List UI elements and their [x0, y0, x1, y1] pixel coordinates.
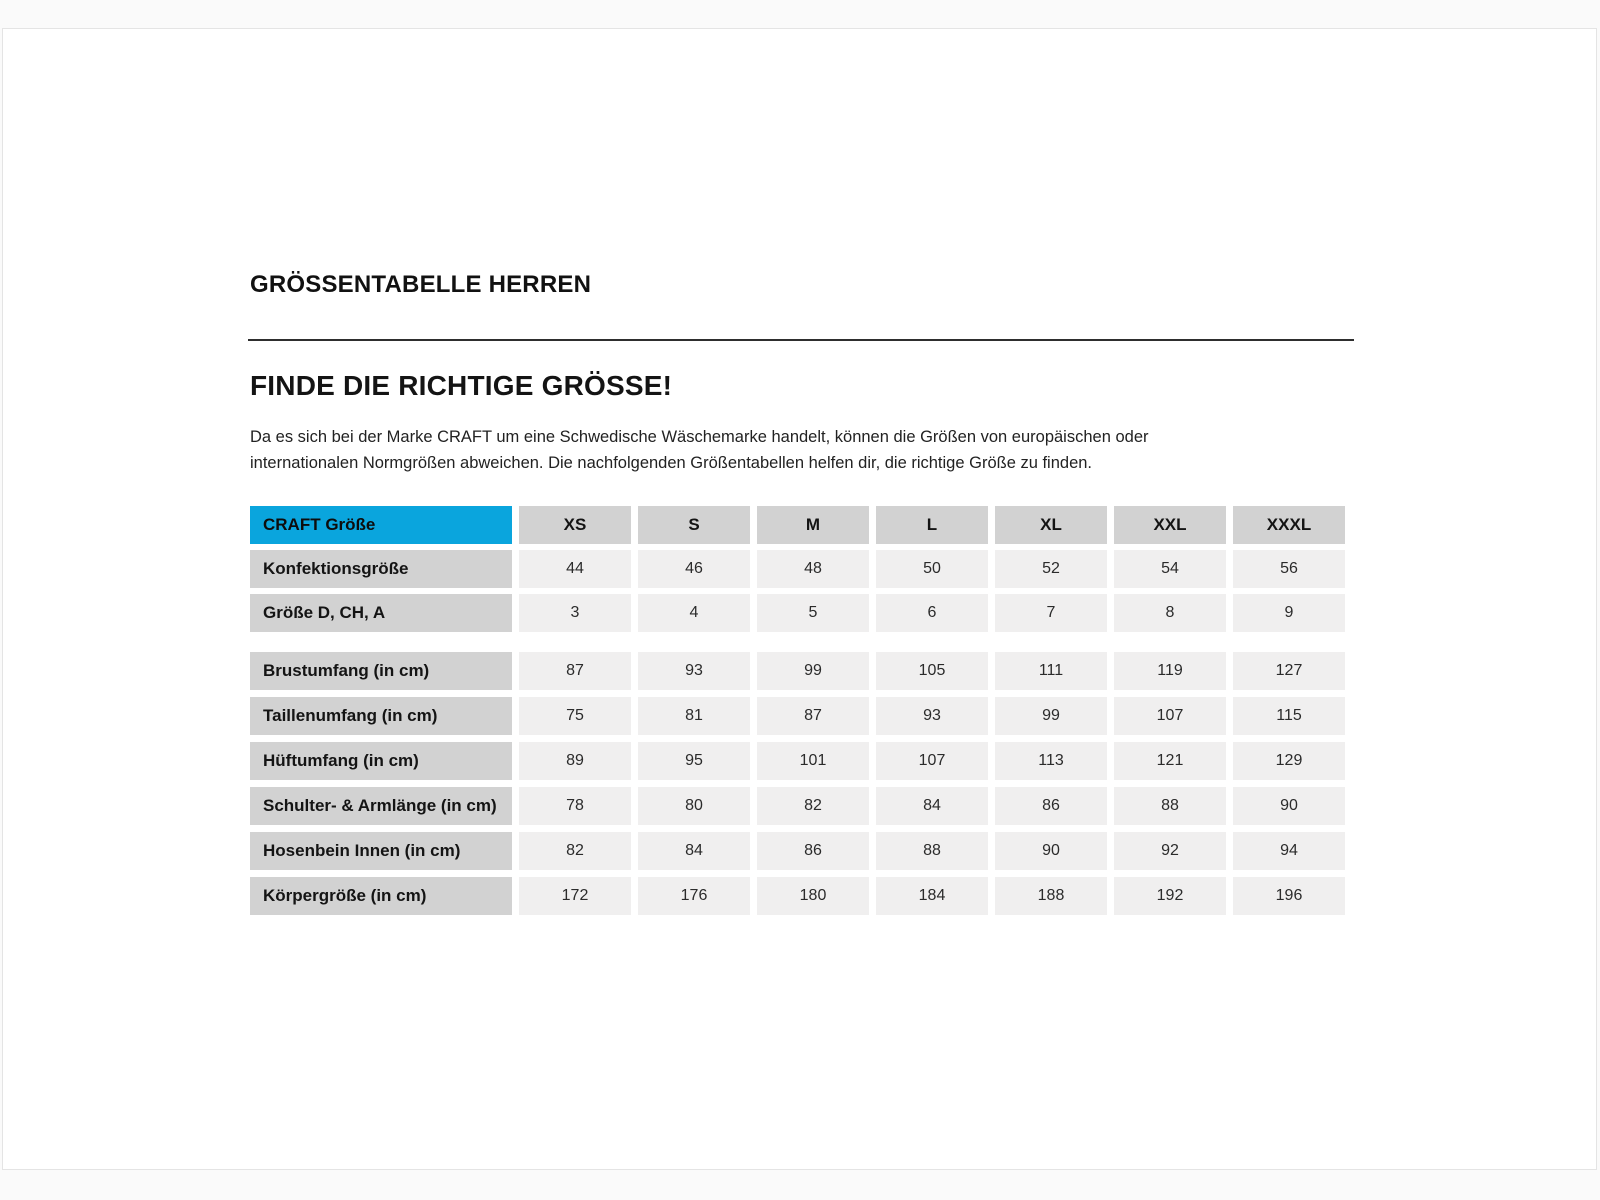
value-cell: 184 — [876, 877, 988, 915]
row-label-cell: Taillenumfang (in cm) — [250, 697, 512, 735]
size-header-cell: XS — [519, 506, 631, 544]
value-cell: 5 — [757, 594, 869, 632]
value-cell: 75 — [519, 697, 631, 735]
value-cell: 119 — [1114, 652, 1226, 690]
value-cell: 9 — [1233, 594, 1345, 632]
size-header-cell: M — [757, 506, 869, 544]
value-cell: 111 — [995, 652, 1107, 690]
value-cell: 82 — [519, 832, 631, 870]
value-cell: 129 — [1233, 742, 1345, 780]
value-cell: 44 — [519, 550, 631, 588]
size-header-cell: L — [876, 506, 988, 544]
value-cell: 101 — [757, 742, 869, 780]
size-header-cell: XL — [995, 506, 1107, 544]
value-cell: 54 — [1114, 550, 1226, 588]
value-cell: 107 — [876, 742, 988, 780]
divider-line — [248, 339, 1354, 341]
size-header-cell: XXL — [1114, 506, 1226, 544]
value-cell: 88 — [1114, 787, 1226, 825]
row-label-cell: Hosenbein Innen (in cm) — [250, 832, 512, 870]
value-cell: 192 — [1114, 877, 1226, 915]
value-cell: 115 — [1233, 697, 1345, 735]
value-cell: 46 — [638, 550, 750, 588]
page-title: GRÖSSENTABELLE HERREN — [250, 271, 592, 298]
row-label-cell: Körpergröße (in cm) — [250, 877, 512, 915]
size-header-cell: XXXL — [1233, 506, 1345, 544]
value-cell: 7 — [995, 594, 1107, 632]
row-label-cell: Schulter- & Armlänge (in cm) — [250, 787, 512, 825]
corner-header-cell: CRAFT Größe — [250, 506, 512, 544]
intro-line-2: internationalen Normgrößen abweichen. Die nachfolgenden Größentabellen helfen dir, die richtige Größe zu finden. — [250, 454, 1093, 472]
value-cell: 82 — [757, 787, 869, 825]
value-cell: 88 — [876, 832, 988, 870]
value-cell: 84 — [876, 787, 988, 825]
value-cell: 48 — [757, 550, 869, 588]
value-cell: 56 — [1233, 550, 1345, 588]
value-cell: 92 — [1114, 832, 1226, 870]
value-cell: 95 — [638, 742, 750, 780]
value-cell: 4 — [638, 594, 750, 632]
value-cell: 90 — [1233, 787, 1345, 825]
value-cell: 80 — [638, 787, 750, 825]
value-cell: 99 — [995, 697, 1107, 735]
size-table-measurements-section — [250, 652, 1345, 915]
row-label-cell: Brustumfang (in cm) — [250, 652, 512, 690]
value-cell: 99 — [757, 652, 869, 690]
value-cell: 90 — [995, 832, 1107, 870]
value-cell: 8 — [1114, 594, 1226, 632]
value-cell: 93 — [638, 652, 750, 690]
value-cell: 3 — [519, 594, 631, 632]
intro-line-1: Da es sich bei der Marke CRAFT um eine Schwedische Wäschemarke handelt, können die Größen von europäischen oder — [250, 428, 1149, 446]
value-cell: 127 — [1233, 652, 1345, 690]
section-heading: FINDE DIE RICHTIGE GRÖSSE! — [250, 370, 673, 401]
value-cell: 93 — [876, 697, 988, 735]
value-cell: 86 — [995, 787, 1107, 825]
value-cell: 188 — [995, 877, 1107, 915]
value-cell: 121 — [1114, 742, 1226, 780]
value-cell: 52 — [995, 550, 1107, 588]
row-label-cell: Größe D, CH, A — [250, 594, 512, 632]
row-label-cell: Konfektionsgröße — [250, 550, 512, 588]
value-cell: 172 — [519, 877, 631, 915]
value-cell: 113 — [995, 742, 1107, 780]
value-cell: 107 — [1114, 697, 1226, 735]
value-cell: 105 — [876, 652, 988, 690]
value-cell: 86 — [757, 832, 869, 870]
value-cell: 84 — [638, 832, 750, 870]
value-cell: 89 — [519, 742, 631, 780]
size-table-header-section — [250, 506, 1345, 632]
value-cell: 87 — [519, 652, 631, 690]
value-cell: 180 — [757, 877, 869, 915]
intro-text — [250, 424, 1149, 476]
value-cell: 81 — [638, 697, 750, 735]
value-cell: 78 — [519, 787, 631, 825]
value-cell: 87 — [757, 697, 869, 735]
value-cell: 196 — [1233, 877, 1345, 915]
size-header-cell: S — [638, 506, 750, 544]
value-cell: 6 — [876, 594, 988, 632]
value-cell: 50 — [876, 550, 988, 588]
value-cell: 176 — [638, 877, 750, 915]
value-cell: 94 — [1233, 832, 1345, 870]
row-label-cell: Hüftumfang (in cm) — [250, 742, 512, 780]
